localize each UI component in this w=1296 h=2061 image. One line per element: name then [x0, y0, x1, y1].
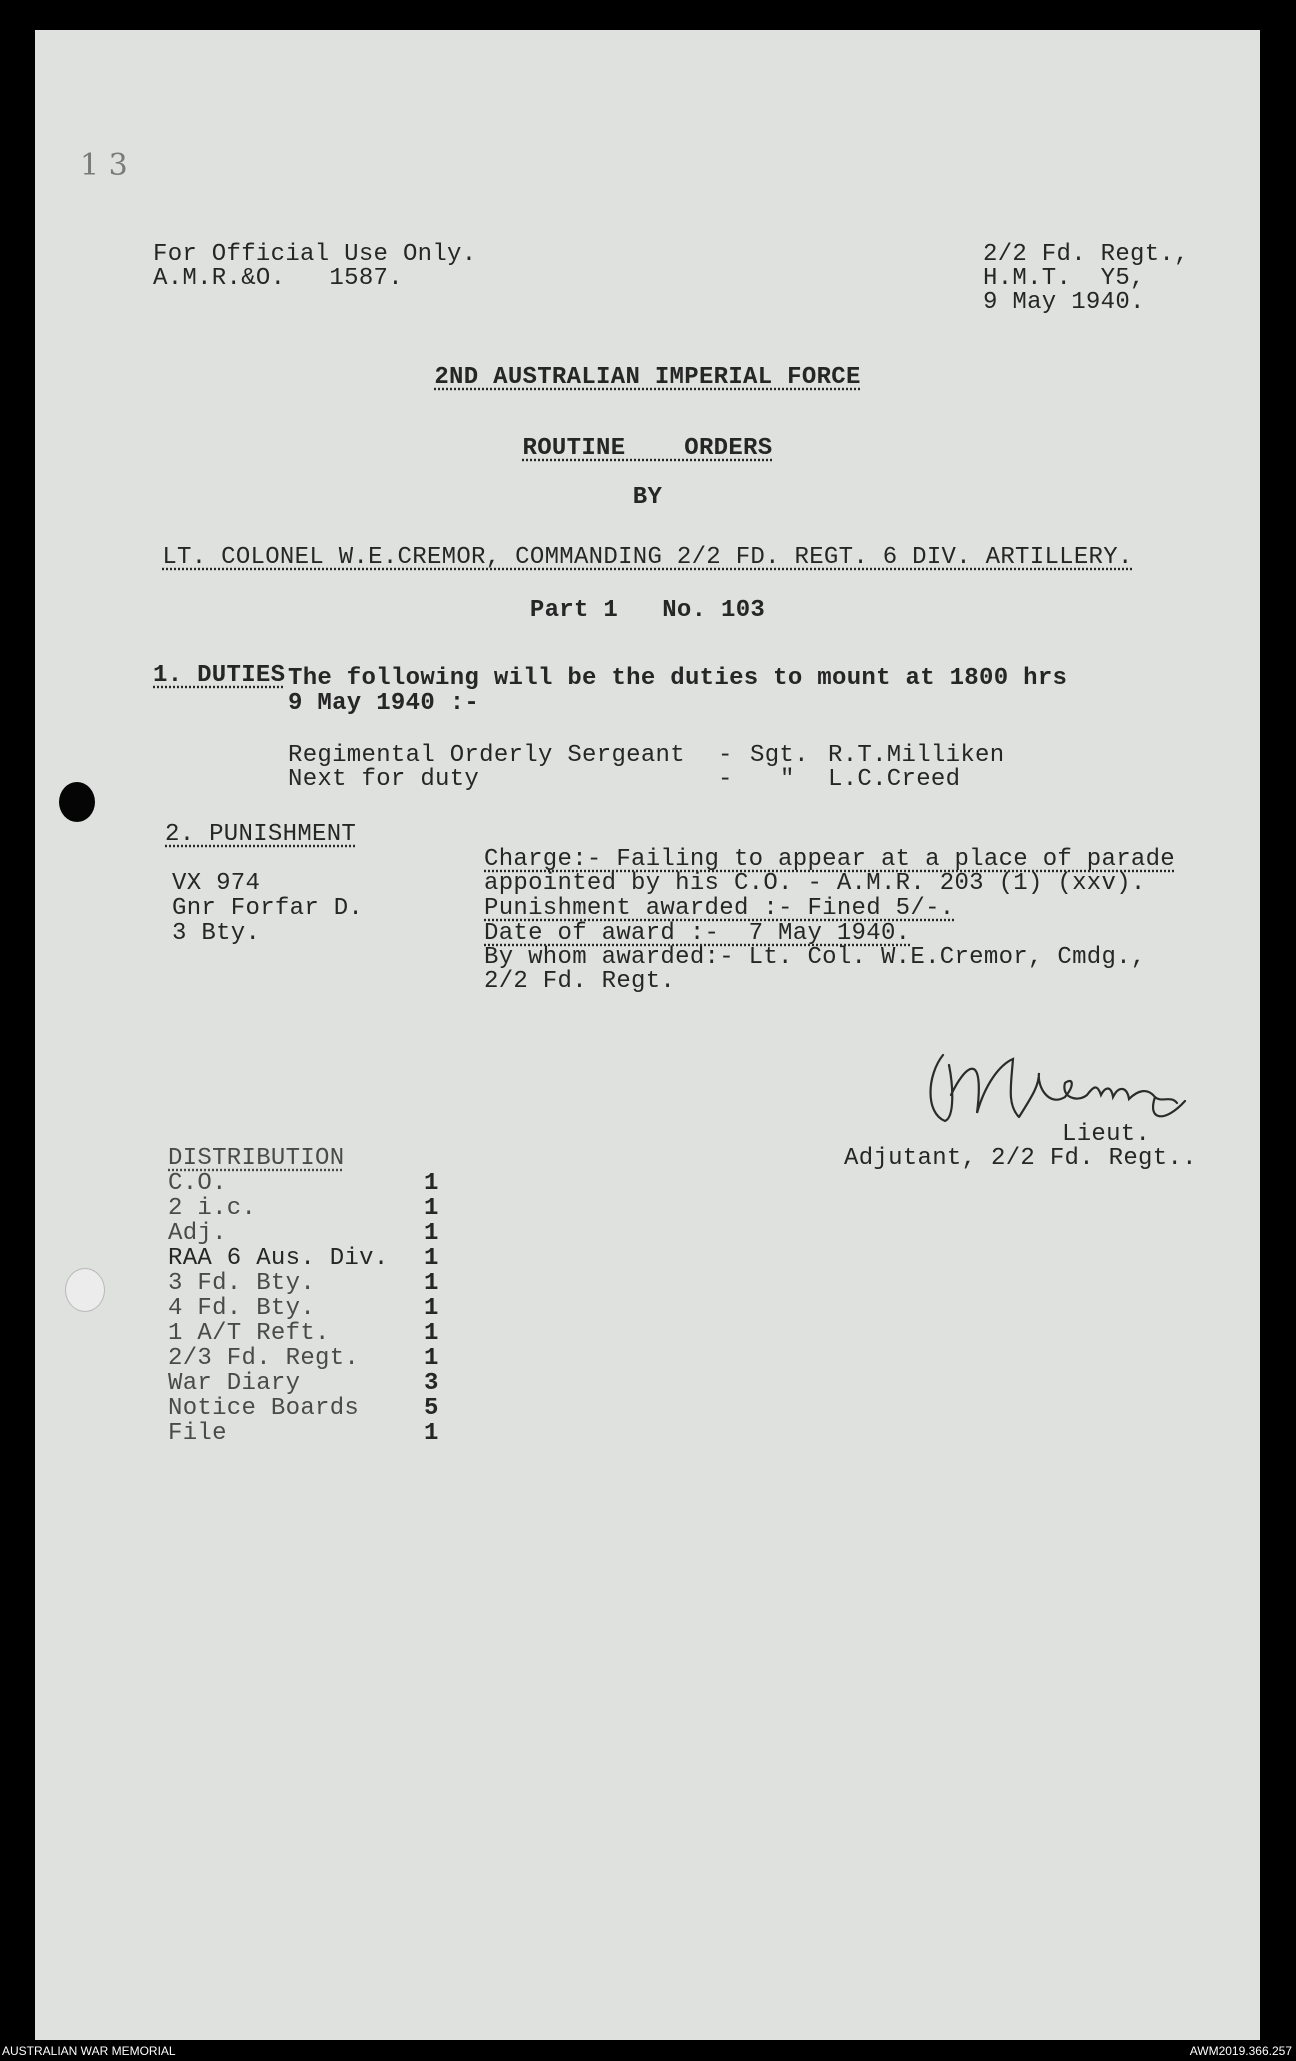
- distribution-recipient: C.O.: [168, 1170, 227, 1197]
- distribution-recipient: 1 A/T Reft.: [168, 1320, 330, 1347]
- duty-name-1: R.T.Milliken: [828, 742, 1005, 769]
- distribution-recipient: 2 i.c.: [168, 1195, 257, 1222]
- title-force: 2ND AUSTRALIAN IMPERIAL FORCE: [434, 364, 861, 391]
- distribution-count: 1: [424, 1345, 439, 1372]
- punishment-battery: 3 Bty.: [172, 920, 261, 947]
- header-reference: A.M.R.&O. 1587.: [153, 265, 403, 292]
- punishment-date: Date of award :- 7 May 1940.: [484, 920, 911, 947]
- distribution-count: 1: [424, 1420, 439, 1447]
- distribution-list: [168, 1171, 468, 1471]
- title-part-number: Part 1 No. 103: [529, 597, 766, 624]
- distribution-recipient: Notice Boards: [168, 1395, 360, 1422]
- title-routine-orders: ROUTINE ORDERS: [522, 435, 773, 462]
- distribution-count: 3: [424, 1370, 439, 1397]
- distribution-count: 1: [424, 1220, 439, 1247]
- section-duties-heading: 1. DUTIES: [153, 662, 286, 689]
- punishment-charge-cont: appointed by his C.O. - A.M.R. 203 (1) (xxv).: [484, 870, 1146, 897]
- distribution-count: 1: [424, 1295, 439, 1322]
- document-page: [35, 30, 1260, 2040]
- duty-ditto-1: Sgt.: [750, 742, 809, 769]
- duties-intro-line-1: The following will be the duties to mount at 1800 hrs: [288, 665, 1068, 692]
- title-by: BY: [632, 484, 663, 511]
- distribution-count: 1: [424, 1195, 439, 1222]
- punishment-number: VX 974: [172, 870, 261, 897]
- duty-role-2: Next for duty: [288, 766, 480, 793]
- header-ship: H.M.T. Y5,: [983, 265, 1145, 292]
- header-unit: 2/2 Fd. Regt.,: [983, 241, 1189, 268]
- footer-accession-number: AWM2019.366.257: [1189, 2044, 1292, 2058]
- distribution-recipient: File: [168, 1420, 227, 1447]
- distribution-recipient: 3 Fd. Bty.: [168, 1270, 316, 1297]
- duties-intro-line-2: 9 May 1940 :-: [288, 690, 480, 717]
- distribution-count: 1: [424, 1270, 439, 1297]
- distribution-count: 5: [424, 1395, 439, 1422]
- distribution-count: 1: [424, 1245, 439, 1272]
- adjutant-signature: [915, 1025, 1205, 1135]
- punch-hole-top: [59, 782, 95, 822]
- punishment-charge: Charge:- Failing to appear at a place of parade: [484, 846, 1176, 873]
- duty-dash-1: -: [718, 742, 733, 769]
- duty-role-1: Regimental Orderly Sergeant: [288, 742, 685, 769]
- distribution-recipient: RAA 6 Aus. Div.: [168, 1245, 389, 1272]
- punch-hole-bottom: [65, 1268, 105, 1312]
- duty-dash-2: -: [718, 766, 733, 793]
- punishment-by-whom-unit: 2/2 Fd. Regt.: [484, 968, 676, 995]
- distribution-recipient: War Diary: [168, 1370, 301, 1397]
- duty-ditto-2: ": [780, 766, 795, 793]
- punishment-awarded: Punishment awarded :- Fined 5/-.: [484, 895, 955, 922]
- distribution-heading: DISTRIBUTION: [168, 1145, 345, 1172]
- distribution-recipient: 2/3 Fd. Regt.: [168, 1345, 360, 1372]
- distribution-count: 1: [424, 1320, 439, 1347]
- page-number-note: 1 3: [80, 148, 128, 183]
- duty-name-2: L.C.Creed: [828, 766, 961, 793]
- section-punishment-heading: 2. PUNISHMENT: [165, 821, 357, 848]
- distribution-recipient: Adj.: [168, 1220, 227, 1247]
- header-official-use: For Official Use Only.: [153, 241, 477, 268]
- signature-title: Adjutant, 2/2 Fd. Regt..: [844, 1145, 1197, 1172]
- punishment-soldier-name: Gnr Forfar D.: [172, 895, 364, 922]
- punishment-by-whom: By whom awarded:- Lt. Col. W.E.Cremor, Cmdg.,: [484, 944, 1146, 971]
- distribution-count: 1: [424, 1170, 439, 1197]
- footer-source: AUSTRALIAN WAR MEMORIAL: [2, 2044, 176, 2058]
- signature-rank: Lieut.: [1062, 1121, 1151, 1148]
- header-date: 9 May 1940.: [983, 289, 1145, 316]
- title-commander: LT. COLONEL W.E.CREMOR, COMMANDING 2/2 FD. REGT. 6 DIV. ARTILLERY.: [162, 544, 1133, 571]
- distribution-recipient: 4 Fd. Bty.: [168, 1295, 316, 1322]
